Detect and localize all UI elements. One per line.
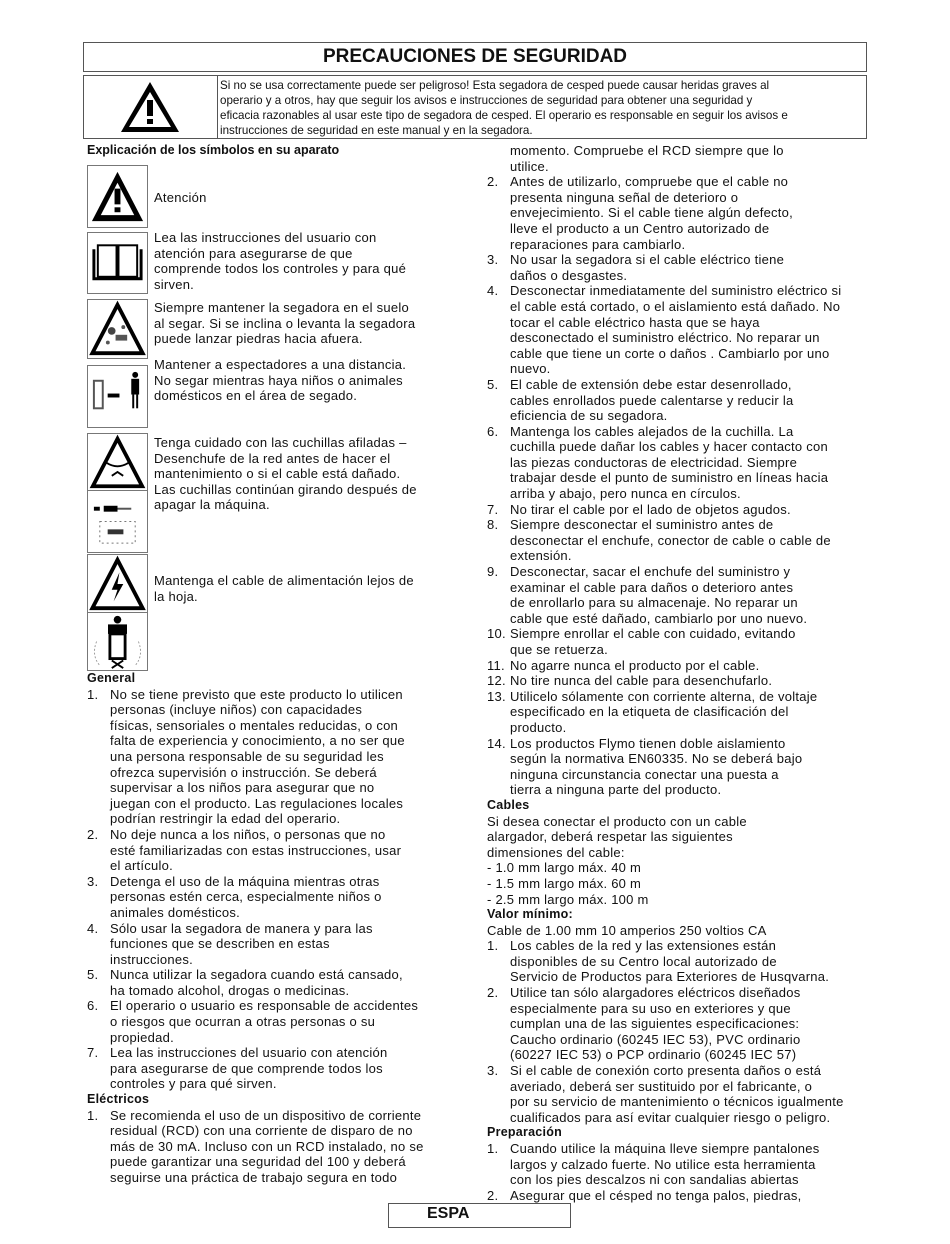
item-line: Siempre enrollar el cable con cuidado, evitando <box>510 626 796 642</box>
item-line: personas estén cerca, especialmente niños o <box>110 889 382 905</box>
item-line: de enrollarlo para su almacenaje. No reparar un <box>510 595 798 611</box>
list-item <box>487 1063 872 1125</box>
item-line: tocar el cable eléctrico hasta que se haya <box>510 314 760 330</box>
item-number: 8. <box>487 517 499 533</box>
warning-text <box>220 78 864 138</box>
item-number: 1. <box>487 1141 499 1156</box>
item-line: cables enrollados puede calentarse y reducir la <box>510 392 794 408</box>
item-number: 11. <box>487 657 505 673</box>
list-item <box>87 827 467 874</box>
section-heading: Eléctricos <box>87 1092 150 1107</box>
list-item <box>487 424 872 502</box>
item-line: arriba y abajo, pero nunca en círculos. <box>510 486 741 502</box>
item-number: 5. <box>487 376 499 392</box>
symbol-description <box>154 190 207 206</box>
item-line: Se recomienda el uso de un dispositivo de corriente <box>110 1107 422 1123</box>
attention-icon <box>87 165 148 228</box>
symbol-line: comprende todos los controles y para qué <box>154 261 407 277</box>
section-text: Cable de 1.00 mm 10 amperios 250 voltios CA <box>487 922 767 938</box>
warning-line: instrucciones de seguridad en este manual y en la segadora. <box>220 124 533 137</box>
list-item <box>487 673 872 689</box>
list-item <box>487 938 872 985</box>
item-line: eficiencia de su segadora. <box>510 408 668 424</box>
item-line: No agarre nunca el producto por el cable. <box>510 657 760 673</box>
item-line: ofrezca supervisión o instrucción. Se deberá <box>110 764 377 780</box>
item-line: envejecimiento. Si el cable tiene algún defecto, <box>510 205 794 221</box>
list-item <box>87 687 467 827</box>
section-text: - 1.0 mm largo máx. 40 m <box>487 860 642 876</box>
item-line: supervisar a los niños para asegurar que no <box>110 780 375 796</box>
section-text: dimensiones del cable: <box>487 844 625 860</box>
item-number: 4. <box>487 283 499 299</box>
left-column <box>87 671 467 1186</box>
item-line: No tirar el cable por el lado de objetos agudos. <box>510 501 791 517</box>
list-item <box>87 1045 467 1092</box>
list-item <box>487 283 872 377</box>
symbol-description <box>154 573 414 604</box>
warning-line: Si no se usa correctamente puede ser peligroso! Esta segadora de cesped puede causar heridas graves al <box>220 79 770 92</box>
warning-banner <box>83 75 867 139</box>
symbol-line: Siempre mantener la segadora en el suelo <box>154 300 409 315</box>
item-line: funciones que se describen en estas <box>110 936 330 952</box>
warning-line: eficacia razonables al usar este tipo de segadora de cesped. El operario es responsable en seguir los avisos e <box>220 109 788 122</box>
item-line: animales domésticos. <box>110 904 240 920</box>
item-line: Nunca utilizar la segadora cuando está cansado, <box>110 967 403 983</box>
item-line: extensión. <box>510 548 572 564</box>
list-item <box>487 689 872 736</box>
item-line: momento. Compruebe el RCD siempre que lo <box>510 143 784 158</box>
list-item <box>487 564 872 626</box>
item-line: las piezas conductoras de electricidad. Siempre <box>510 454 798 470</box>
item-line: Asegurar que el césped no tenga palos, piedras, <box>510 1187 802 1203</box>
item-line: o riesgos que ocurran a otras personas o su <box>110 1014 376 1030</box>
item-line: Servicio de Productos para Exteriores de Husqvarna. <box>510 969 830 985</box>
item-line: propiedad. <box>110 1029 174 1045</box>
item-line: Sólo usar la segadora de manera y para las <box>110 920 373 936</box>
item-line: Cuando utilice la máquina lleve siempre pantalones <box>510 1141 820 1156</box>
list-item <box>487 377 872 424</box>
item-line: cable que esté dañado, cambiarlo por uno nuevo. <box>510 610 808 626</box>
symbol-line: al segar. Si se inclina o levanta la segadora <box>154 315 416 331</box>
list-item <box>487 517 872 564</box>
list-item <box>487 626 872 657</box>
item-line: Antes de utilizarlo, compruebe que el cable no <box>510 174 789 190</box>
item-number: 14. <box>487 735 506 751</box>
item-line: reparaciones para cambiarlo. <box>510 236 686 252</box>
item-line: especialmente para su uso en exteriores y que <box>510 1000 791 1016</box>
section-text: - 2.5 mm largo máx. 100 m <box>487 891 649 907</box>
item-line: podrían restringir la edad del operario. <box>110 811 341 827</box>
item-number: 6. <box>487 423 499 439</box>
item-number: 2. <box>487 1187 499 1203</box>
list-item <box>487 143 872 174</box>
item-number: 12. <box>487 673 506 689</box>
symbol-line: Mantener a espectadores a una distancia. <box>154 357 407 372</box>
item-number: 2. <box>87 826 99 842</box>
section-heading: Valor mínimo: <box>487 907 573 922</box>
item-number: 13. <box>487 688 506 704</box>
item-line: puede garantizar una seguridad del 100 y deberá <box>110 1154 406 1170</box>
symbol-line: mantenimiento o si el cable está dañado. <box>154 466 401 482</box>
item-number: 9. <box>487 564 499 580</box>
item-line: con los pies descalzos ni con sandalias abiertas <box>510 1172 799 1188</box>
item-line: una persona responsable de su seguridad les <box>110 748 384 764</box>
list-item <box>487 252 872 283</box>
item-line: para asegurarse de que comprende todos los <box>110 1060 383 1076</box>
electric-cable-icon <box>87 554 148 614</box>
list-item <box>487 985 872 1063</box>
item-line: instrucciones. <box>110 951 193 967</box>
symbol-description <box>154 300 415 347</box>
section-heading: General <box>87 671 136 685</box>
warning-triangle-icon <box>84 76 218 138</box>
item-line: falta de experiencia y conocimiento, a no ser que <box>110 733 405 749</box>
item-number: 1. <box>87 1107 99 1123</box>
section-heading: Preparación <box>487 1125 563 1140</box>
list-item <box>487 174 872 252</box>
item-line: Los cables de la red y las extensiones están <box>510 938 777 954</box>
item-line: No se tiene previsto que este producto lo utilicen <box>110 686 403 702</box>
item-line: según la normativa EN60335. No se deberá bajo <box>510 751 803 767</box>
item-line: residual (RCD) con una corriente de disparo de no <box>110 1123 413 1139</box>
symbol-line: No segar mientras haya niños o animales <box>154 372 403 388</box>
manual-book-icon <box>87 232 148 294</box>
item-line: utilice. <box>510 158 549 174</box>
item-line: daños o desgastes. <box>510 267 628 283</box>
symbol-line: Lea las instrucciones del usuario con <box>154 230 377 245</box>
item-line: cualificados para así evitar cualquier riesgo o peligro. <box>510 1109 831 1125</box>
list-item <box>87 1108 467 1186</box>
item-line: ha tomado alcohol, drogas o medicinas. <box>110 982 350 998</box>
item-line: (60227 IEC 53) o PCP ordinario (60245 IEC 57) <box>510 1047 797 1063</box>
symbol-description <box>154 435 417 513</box>
symbol-line: Las cuchillas continúan girando después de <box>154 481 417 497</box>
item-number: 1. <box>487 938 499 954</box>
item-line: producto. <box>510 719 567 735</box>
sharp-blades-icon <box>87 433 148 492</box>
item-line: seguirse una práctica de trabajo segura en todo <box>110 1170 398 1185</box>
symbols-heading: Explicación de los símbolos en su aparato <box>87 143 340 157</box>
item-line: trabajar desde el punto de suministro en líneas hacia <box>510 470 829 486</box>
item-line: cable que tiene un corte o daños . Cambiarlo por uno <box>510 345 830 361</box>
item-number: 5. <box>87 967 99 983</box>
thrown-objects-icon <box>87 299 148 359</box>
symbol-line: domésticos en el área de segado. <box>154 388 358 404</box>
item-line: presenta ninguna señal de deterioro o <box>510 189 739 205</box>
right-column <box>487 143 872 1203</box>
unplug-icon <box>87 490 148 553</box>
item-line: cuchilla puede dañar los cables y hacer contacto con <box>510 439 828 455</box>
list-item <box>87 967 467 998</box>
list-item <box>87 874 467 921</box>
list-item <box>487 658 872 674</box>
item-line: lleve el producto a un Centro autorizado de <box>510 220 770 236</box>
language-tab <box>388 1203 571 1228</box>
item-number: 4. <box>87 920 99 936</box>
section-text: alargador, deberá respetar las siguientes <box>487 829 733 845</box>
item-line: físicas, sensoriales o mentales reducidas, o con <box>110 717 399 733</box>
item-line: Detenga el uso de la máquina mientras otras <box>110 873 380 889</box>
list-item <box>487 502 872 518</box>
symbol-line: Desenchufe de la red antes de hacer el <box>154 450 391 466</box>
item-line: Si el cable de conexión corto presenta daños o está <box>510 1063 822 1079</box>
item-line: largos y calzado fuerte. No utilice esta herramienta <box>510 1156 816 1172</box>
symbol-line: apagar la máquina. <box>154 497 270 513</box>
operator-behind-mower-icon <box>87 612 148 671</box>
list-item <box>487 1141 872 1188</box>
item-line: Utilice tan sólo alargadores eléctricos diseñados <box>510 985 801 1001</box>
warning-line: operario y a otros, hay que seguir los avisos e instrucciones de seguridad para obtener una seguridad y <box>220 94 753 107</box>
item-line: disponibles de su Centro local autorizado de <box>510 953 777 969</box>
item-number: 10. <box>487 626 506 642</box>
section-heading: Cables <box>487 797 530 812</box>
list-item <box>487 736 872 798</box>
item-line: nuevo. <box>510 361 551 377</box>
item-line: el cable está cortado, o el aislamiento está dañado. No <box>510 298 841 314</box>
item-line: que se retuerza. <box>510 642 608 657</box>
item-number: 7. <box>487 501 499 517</box>
symbol-line: Tenga cuidado con las cuchillas afiladas – <box>154 435 407 450</box>
item-line: Caucho ordinario (60245 IEC 53), PVC ordinario <box>510 1031 801 1047</box>
item-line: No tire nunca del cable para desenchufarlo. <box>510 673 773 689</box>
symbol-line: Atención <box>154 190 207 205</box>
item-number: 2. <box>487 174 499 190</box>
item-line: especificado en la etiqueta de clasificación del <box>510 704 789 720</box>
section-text: Si desea conectar el producto con un cable <box>487 813 747 829</box>
item-line: juegan con el producto. Las regulaciones locales <box>110 795 404 811</box>
page-title: PRECAUCIONES DE SEGURIDAD <box>83 42 867 72</box>
symbol-line: la hoja. <box>154 588 198 604</box>
item-line: Lea las instrucciones del usuario con atención <box>110 1045 388 1061</box>
language-label: ESPA <box>427 1205 470 1222</box>
item-number: 6. <box>87 998 99 1014</box>
item-line: desconectar el enchufe, conector de cable o cable de <box>510 532 831 548</box>
item-line: Los productos Flymo tienen doble aislamiento <box>510 735 786 751</box>
list-item <box>87 921 467 968</box>
item-line: el artículo. <box>110 858 173 874</box>
item-line: No deje nunca a los niños, o personas que no <box>110 826 386 842</box>
symbol-line: atención para asegurarse de que <box>154 245 353 261</box>
item-line: por su servicio de mantenimiento o técnicos igualmente <box>510 1094 844 1110</box>
item-line: personas (incluye niños) con capacidades <box>110 702 363 718</box>
item-line: tierra a ninguna parte del producto. <box>510 782 722 798</box>
item-number: 7. <box>87 1045 99 1061</box>
item-number: 3. <box>87 873 99 889</box>
item-line: Mantenga los cables alejados de la cuchilla. La <box>510 423 794 439</box>
item-line: Desconectar inmediatamente del suministro eléctrico si <box>510 283 842 299</box>
item-number: 3. <box>487 252 499 268</box>
list-item <box>87 998 467 1045</box>
item-number: 1. <box>87 686 99 702</box>
item-line: ninguna circunstancia conectar una puesta a <box>510 766 779 782</box>
item-line: El operario o usuario es responsable de accidentes <box>110 998 419 1014</box>
item-line: controles y para qué sirven. <box>110 1076 277 1092</box>
item-line: El cable de extensión debe estar desenrollado, <box>510 376 792 392</box>
item-line: averiado, deberá ser sustituido por el fabricante, o <box>510 1078 813 1094</box>
item-line: esté familiarizadas con estas instrucciones, usar <box>110 842 402 858</box>
list-item <box>487 1188 872 1204</box>
section-text: - 1.5 mm largo máx. 60 m <box>487 875 642 891</box>
item-line: Utilicelo sólamente con corriente alterna, de voltaje <box>510 688 818 704</box>
symbol-description <box>154 357 406 404</box>
symbol-line: Mantenga el cable de alimentación lejos de <box>154 573 414 588</box>
item-line: cumplan una de las siguientes especificaciones: <box>510 1016 800 1032</box>
keep-distance-icon <box>87 365 148 428</box>
symbol-line: puede lanzar piedras hacia afuera. <box>154 331 363 347</box>
item-line: más de 30 mA. Incluso con un RCD instalado, no se <box>110 1138 424 1154</box>
item-line: desconectado el suministro eléctrico. No reparar un <box>510 330 820 346</box>
item-line: Desconectar, sacar el enchufe del suministro y <box>510 564 791 580</box>
item-line: Siempre desconectar el suministro antes de <box>510 517 774 533</box>
item-number: 3. <box>487 1063 499 1079</box>
item-line: examinar el cable para daños o deterioro antes <box>510 579 794 595</box>
item-number: 2. <box>487 985 499 1001</box>
item-line: No usar la segadora si el cable eléctrico tiene <box>510 252 785 268</box>
symbol-line: sirven. <box>154 276 195 292</box>
symbol-description <box>154 230 406 292</box>
